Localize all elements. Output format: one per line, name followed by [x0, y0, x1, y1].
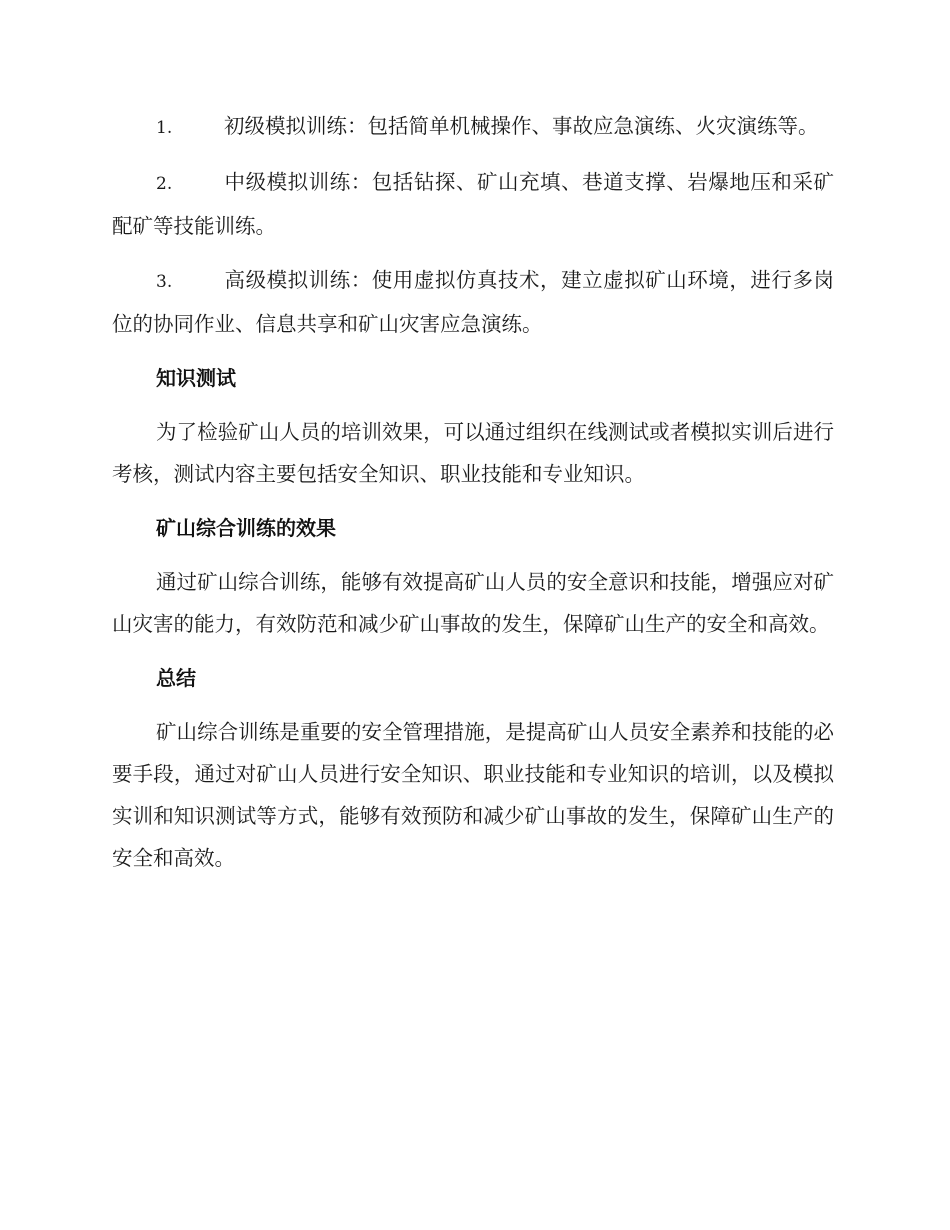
section-paragraph-summary: 矿山综合训练是重要的安全管理措施，是提高矿山人员安全素养和技能的必要手段，通过对矿山人员进行安全知识、职业技能和专业知识的培训，以及模拟实训和知识测试等方式，能够有效预防和减少矿山事故的发生，保障矿山生产的安全和高效。 — [112, 720, 834, 870]
list-item-number: 3. — [156, 272, 173, 292]
section-paragraph-training-effect: 通过矿山综合训练，能够有效提高矿山人员的安全意识和技能，增强应对矿山灾害的能力，有效防范和减少矿山事故的发生，保障矿山生产的安全和高效。 — [112, 570, 834, 636]
section-paragraph-knowledge-test: 为了检验矿山人员的培训效果，可以通过组织在线测试或者模拟实训后进行考核，测试内容主要包括安全知识、职业技能和专业知识。 — [112, 420, 834, 486]
section-heading-summary: 总结 — [156, 666, 196, 690]
list-item-text: 中级模拟训练：包括钻探、矿山充填、巷道支撑、岩爆地压和采矿配矿等技能训练。 — [112, 170, 834, 238]
list-item — [112, 161, 834, 247]
section-heading-knowledge-test: 知识测试 — [156, 366, 236, 390]
list-item-number: 1. — [156, 118, 173, 138]
document-body — [112, 105, 834, 891]
section-heading-training-effect: 矿山综合训练的效果 — [156, 516, 336, 540]
list-item-number: 2. — [156, 174, 173, 194]
list-item-text: 初级模拟训练：包括简单机械操作、事故应急演练、火灾演练等。 — [224, 114, 819, 138]
list-item-text: 高级模拟训练：使用虚拟仿真技术，建立虚拟矿山环境，进行多岗位的协同作业、信息共享和矿山灾害应急演练。 — [112, 268, 834, 336]
list-item — [112, 105, 834, 149]
list-item — [112, 259, 834, 345]
